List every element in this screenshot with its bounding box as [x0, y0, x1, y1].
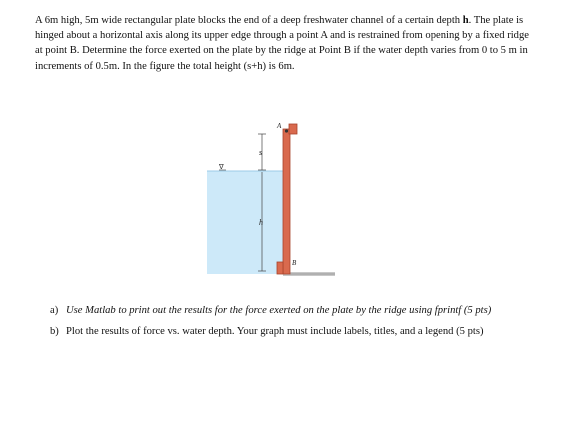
part-a-text: Use Matlab to print out the results for the force exerted on the plate by the ridge using fprintf (5 pts): [66, 305, 492, 316]
water-surface-symbol: ∇: [219, 163, 224, 171]
part-a-marker: a): [50, 305, 59, 316]
ridge-b: [277, 262, 283, 274]
figure-svg: [165, 112, 345, 292]
problem-statement: [35, 13, 535, 74]
channel-plate-figure: [165, 112, 345, 292]
question-parts: [50, 302, 520, 343]
part-b-text: Plot the results of force vs. water depth. Your graph must include labels, titles, and a legend (5 pts): [66, 325, 484, 337]
label-h: h: [259, 218, 263, 227]
label-b: B: [292, 259, 297, 267]
problem-text-start: A 6m high, 5m wide rectangular plate blocks the end of a deep freshwater channel of a certain depth: [35, 15, 463, 26]
hinge-support: [289, 124, 297, 134]
hinge-point-a: [285, 129, 288, 132]
part-a: [50, 302, 520, 320]
label-a: A: [277, 122, 282, 130]
water-region: [207, 171, 283, 274]
problem-text-end: . The plate is hinged about a horizontal axis along its upper edge through a point A and is restrained from opening by a fixed ridge at point B. Determine the force exerted on the plate by the ridge at Point B if the water depth varies from 0 to 5 m in increments of 0.5m. In the figure the total height (s+h) is 6m.: [35, 15, 529, 72]
part-b: [50, 323, 520, 341]
label-s: s: [259, 148, 263, 157]
depth-variable-h: h: [462, 15, 469, 26]
plate: [283, 129, 290, 274]
part-b-marker: b): [50, 325, 59, 337]
